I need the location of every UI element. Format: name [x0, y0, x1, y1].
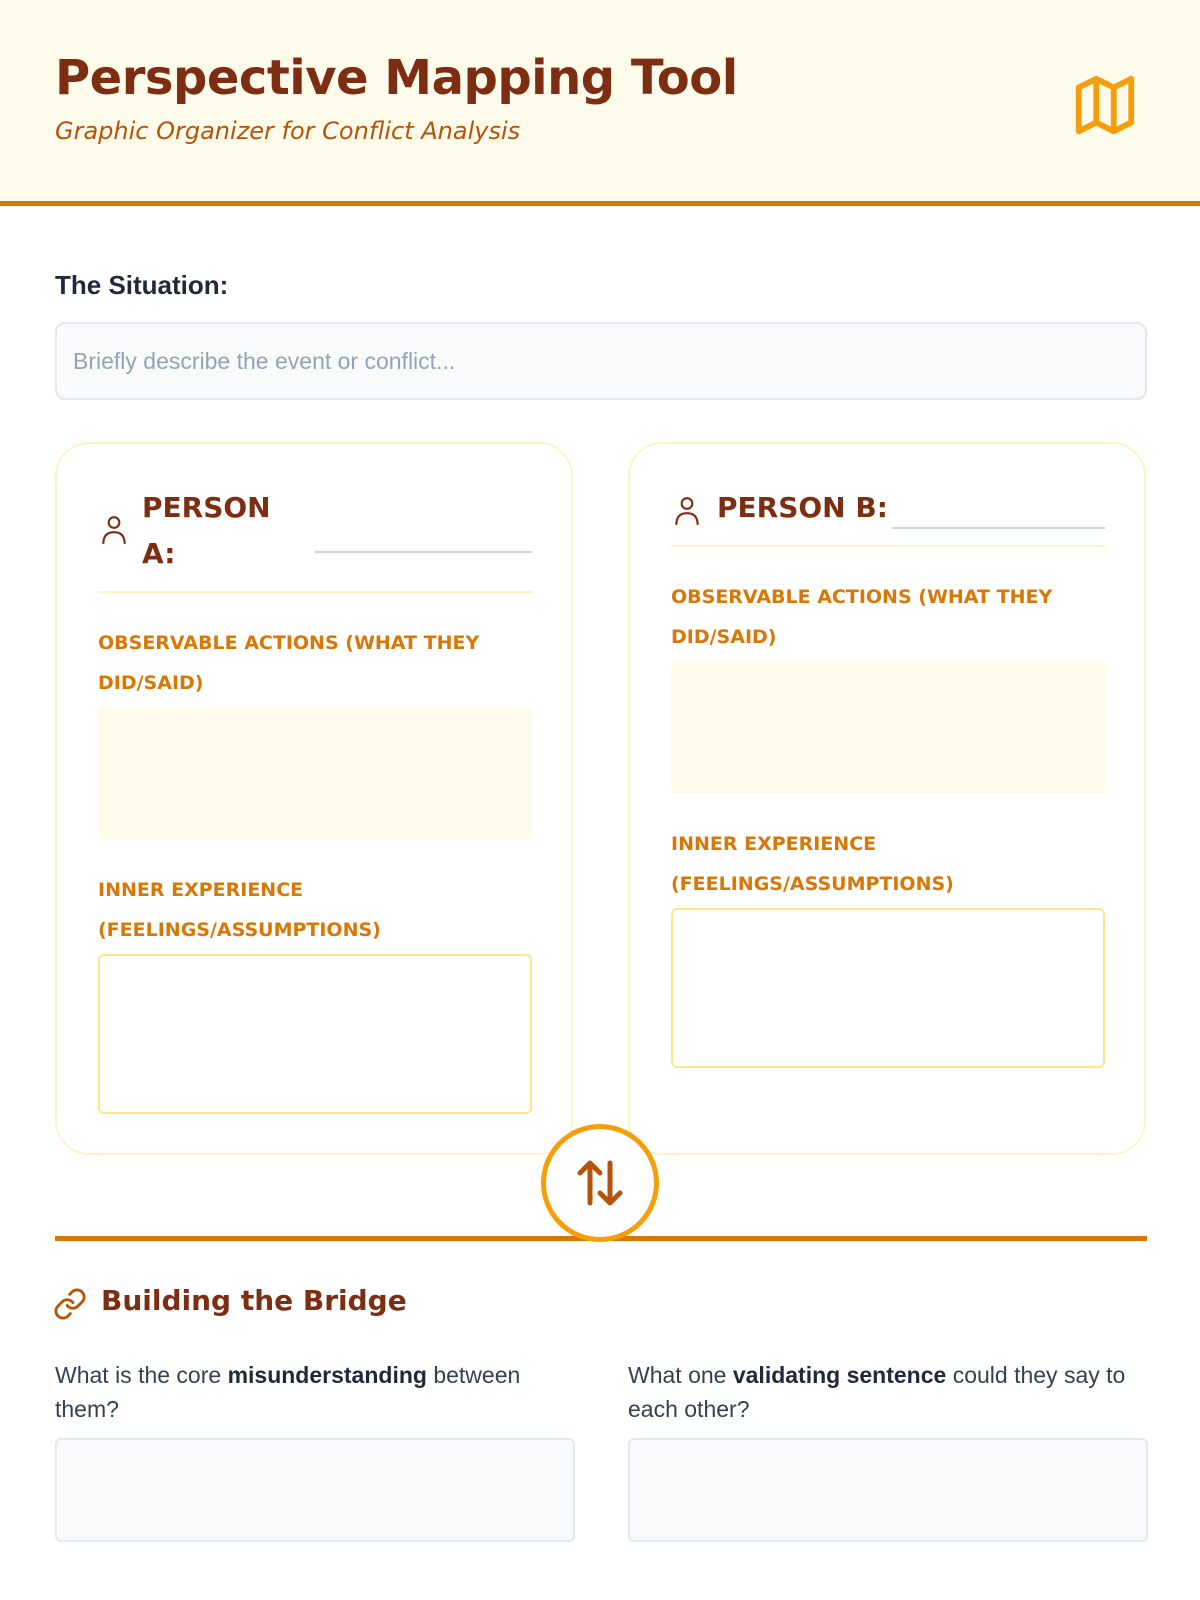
- person-b-inner-field[interactable]: [671, 908, 1105, 1068]
- situation-label: The Situation:: [55, 270, 229, 300]
- misunderstanding-answer-field[interactable]: [55, 1438, 575, 1542]
- map-icon: [1070, 70, 1140, 140]
- swap-badge: [541, 1124, 659, 1242]
- person-b-card: [628, 442, 1146, 1155]
- header: [0, 0, 1200, 206]
- card-divider: [98, 591, 532, 593]
- link-icon: [53, 1287, 87, 1321]
- person-b-name-field[interactable]: [892, 527, 1105, 529]
- misunderstanding-question: What is the core misunderstanding between them?: [55, 1362, 521, 1422]
- swap-arrows-icon: [570, 1153, 630, 1213]
- person-b-actions-field[interactable]: [671, 661, 1105, 794]
- person-b-inner-label: INNER EXPERIENCE (FEELINGS/ASSUMPTIONS): [671, 833, 954, 895]
- person-icon: [674, 495, 700, 527]
- person-b-label: PERSON B:: [717, 491, 888, 524]
- page-subtitle: Graphic Organizer for Conflict Analysis: [55, 117, 521, 145]
- validating-question: What one validating sentence could they say to each other?: [628, 1362, 1126, 1422]
- section-title: Building the Bridge: [101, 1284, 407, 1317]
- person-a-inner-label: INNER EXPERIENCE (FEELINGS/ASSUMPTIONS): [98, 879, 381, 941]
- person-a-card: [55, 442, 573, 1155]
- card-divider: [671, 545, 1105, 547]
- person-a-name-field[interactable]: [315, 551, 532, 553]
- person-a-label: PERSON A:: [142, 491, 271, 570]
- person-a-inner-field[interactable]: [98, 954, 532, 1114]
- person-a-actions-field[interactable]: [98, 707, 532, 840]
- person-icon: [101, 514, 127, 546]
- person-b-actions-label: OBSERVABLE ACTIONS (WHAT THEY DID/SAID): [671, 586, 1053, 648]
- page-title: Perspective Mapping Tool: [55, 50, 738, 106]
- situation-input[interactable]: [55, 322, 1147, 400]
- validating-answer-field[interactable]: [628, 1438, 1148, 1542]
- person-a-actions-label: OBSERVABLE ACTIONS (WHAT THEY DID/SAID): [98, 632, 480, 694]
